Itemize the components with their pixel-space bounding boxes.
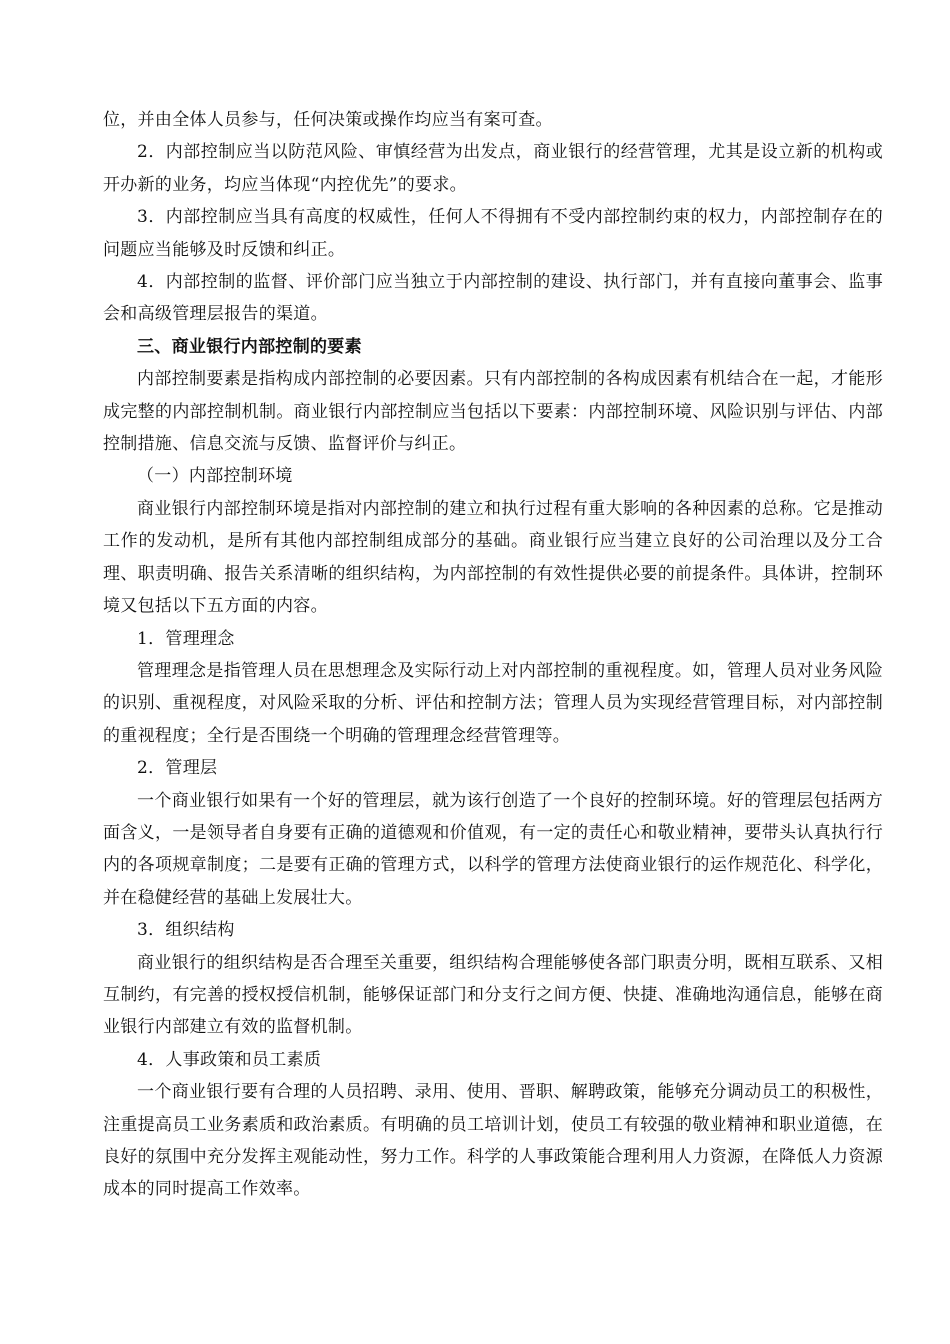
subheading-management-layer: 2．管理层	[137, 758, 218, 779]
section-heading-elements: 三、商业银行内部控制的要素	[137, 336, 362, 357]
paragraph-principle-3: 3．内部控制应当具有高度的权威性，任何人不得拥有不受内部控制约束的权力，内部控制存在的问题应当能够及时反馈和纠正。	[103, 207, 883, 260]
subheading-management-philosophy: 1．管理理念	[137, 628, 235, 649]
paragraph-principle-2: 2．内部控制应当以防范风险、审慎经营为出发点，商业银行的经营管理，尤其是设立新的机构或开办新的业务，均应当体现“内控优先”的要求。	[103, 142, 883, 195]
paragraph-elements-intro: 内部控制要素是指构成内部控制的必要因素。只有内部控制的各构成因素有机结合在一起，才能形成完整的内部控制机制。商业银行内部控制应当包括以下要素：内部控制环境、风险识别与评估、内部控制措施、信息交流与反馈、监督评价与纠正。	[103, 369, 883, 455]
paragraph-management-layer: 一个商业银行如果有一个好的管理层，就为该行创造了一个良好的控制环境。好的管理层包括两方面含义，一是领导者自身要有正确的道德观和价值观，有一定的责任心和敬业精神，要带头认真执行行内的各项规章制度；二是要有正确的管理方式，以科学的管理方法使商业银行的运作规范化、科学化，并在稳健经营的基础上发展壮大。	[103, 790, 883, 908]
paragraph-principle-4: 4．内部控制的监督、评价部门应当独立于内部控制的建设、执行部门，并有直接向董事会、监事会和高级管理层报告的渠道。	[103, 272, 883, 325]
paragraph-control-environment: 商业银行内部控制环境是指对内部控制的建立和执行过程有重大影响的各种因素的总称。它是推动工作的发动机，是所有其他内部控制组成部分的基础。商业银行应当建立良好的公司治理以及分工合理、职责明确、报告关系清晰的组织结构，为内部控制的有效性提供必要的前提条件。具体讲，控制环境又包括以下五方面的内容。	[103, 498, 883, 617]
paragraph-organization-structure: 商业银行的组织结构是否合理至关重要，组织结构合理能够使各部门职责分明，既相互联系、又相互制约，有完善的授权授信机制，能够保证部门和分支行之间方便、快捷、准确地沟通信息，能够在商业银行内部建立有效的监督机制。	[103, 952, 883, 1038]
paragraph-continuation: 位，并由全体人员参与，任何决策或操作均应当有案可查。	[103, 110, 553, 130]
document-body	[103, 104, 883, 1206]
paragraph-hr-policy: 一个商业银行要有合理的人员招聘、录用、使用、晋职、解聘政策，能够充分调动员工的积极性，注重提高员工业务素质和政治素质。有明确的员工培训计划，使员工有较强的敬业精神和职业道德，在良好的氛围中充分发挥主观能动性，努力工作。科学的人事政策能合理利用人力资源，在降低人力资源成本的同时提高工作效率。	[103, 1082, 883, 1200]
paragraph-management-philosophy: 管理理念是指管理人员在思想理念及实际行动上对内部控制的重视程度。如，管理人员对业务风险的识别、重视程度，对风险采取的分析、评估和控制方法；管理人员为实现经营管理目标，对内部控制的重视程度；全行是否围绕一个明确的管理理念经营管理等。	[103, 660, 883, 746]
subheading-hr-policy: 4．人事政策和员工素质	[137, 1049, 322, 1070]
subheading-control-environment: （一）内部控制环境	[137, 466, 293, 487]
subheading-organization-structure: 3．组织结构	[137, 920, 235, 941]
